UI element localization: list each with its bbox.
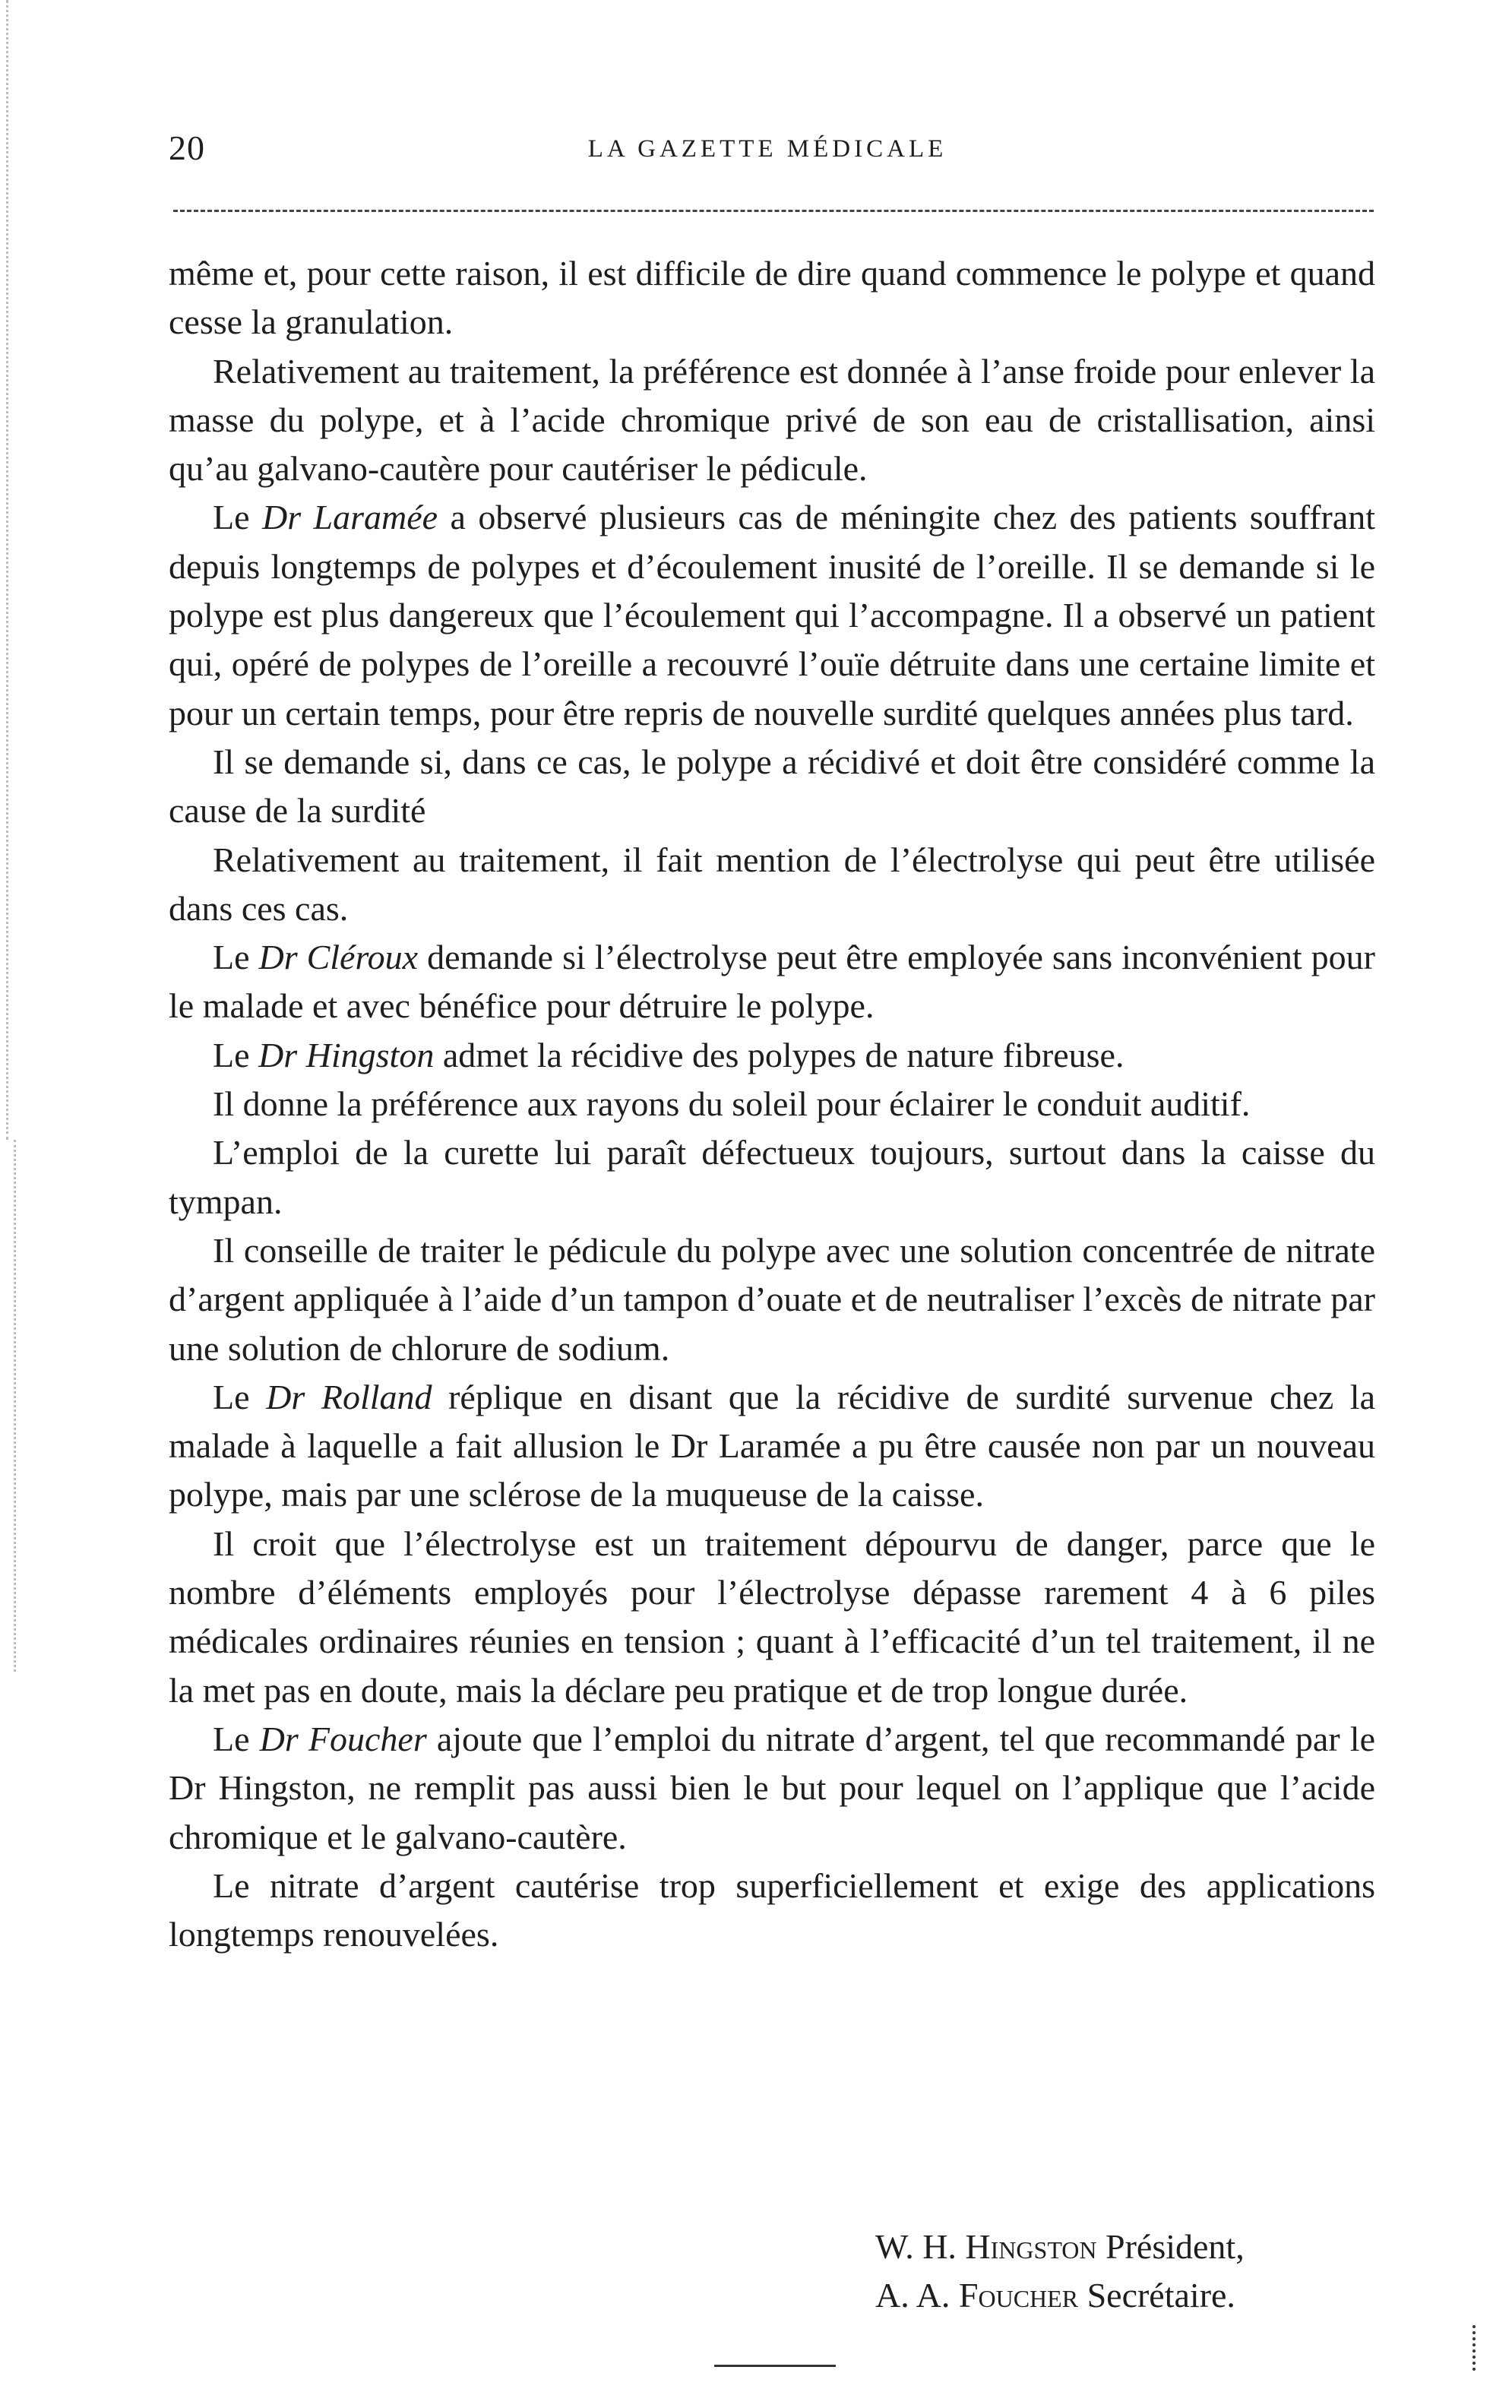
- text-run: ajoute que l’emploi du nitrate d’argent, tel que recommandé par le Dr Hingston, ne remplit pas aussi bien le but pour lequel on l’applique que l’acide chromique et le galvano-cautère.: [169, 1719, 1375, 1856]
- paragraph: [169, 933, 1375, 1031]
- text-run: Relativement au traitement, il fait mention de l’électrolyse qui peut être utilisée dans ces cas.: [169, 840, 1375, 928]
- text-run: Le: [213, 1719, 260, 1758]
- paragraph: [169, 347, 1375, 494]
- page-number: 20: [169, 128, 205, 167]
- secretary-name: Foucher: [958, 2276, 1079, 2315]
- paragraph: [169, 1520, 1375, 1715]
- speaker-name: Dr Laramée: [261, 498, 438, 537]
- secretary-initials: A. A.: [875, 2276, 959, 2315]
- text-run: Il se demande si, dans ce cas, le polype a récidivé et doit être considéré comme la cause de la surdité: [169, 742, 1375, 831]
- scan-margin-artifact-lower: [14, 1140, 46, 1672]
- text-run: Relativement au traitement, la préférence est donnée à l’anse froide pour enlever la masse du polype, et à l’acide chromique privé de son eau de cristallisation, ainsi qu’au galvano-cautère pour cautériser le pédicule.: [169, 351, 1375, 489]
- speaker-name: Dr Foucher: [259, 1719, 427, 1758]
- paragraph: [169, 1226, 1375, 1373]
- signature-block: [875, 2223, 1245, 2320]
- text-run: réplique en disant que la récidive de surdité survenue chez la malade à laquelle a fait allusion le Dr Laramée a pu être causée non par un nouveau polype, mais par une sclérose de la muqueuse de la caisse.: [169, 1377, 1376, 1514]
- text-run: même et, pour cette raison, il est difficile de dire quand commence le polype et quand cesse la granulation.: [169, 254, 1375, 342]
- text-run: Le: [213, 1035, 259, 1074]
- paragraph: [169, 836, 1375, 934]
- president-name: Hingston: [965, 2227, 1097, 2266]
- article-body: [169, 249, 1375, 1959]
- text-run: Le: [213, 938, 259, 977]
- text-run: admet la récidive des polypes de nature fibreuse.: [434, 1035, 1125, 1074]
- text-run: Le: [213, 1377, 267, 1416]
- paragraph: [169, 738, 1375, 836]
- text-run: L’emploi de la curette lui paraît défectueux toujours, surtout dans la caisse du tympan.: [169, 1133, 1375, 1221]
- end-rule: [714, 2365, 836, 2367]
- scan-edge-artifact: [1472, 2325, 1488, 2371]
- header-rule: [173, 210, 1374, 212]
- paragraph: [169, 1373, 1375, 1520]
- paragraph: [169, 1031, 1375, 1080]
- speaker-name: Dr Rolland: [266, 1377, 432, 1416]
- paragraph: [169, 1080, 1375, 1128]
- text-run: Il conseille de traiter le pédicule du polype avec une solution concentrée de nitrate d’argent appliquée à l’aide d’un tampon d’ouate et de neutraliser l’excès de nitrate par une solution de chlorure de sodium.: [169, 1230, 1375, 1368]
- secretary-title: Secrétaire.: [1078, 2276, 1235, 2315]
- paragraph: [169, 1862, 1375, 1960]
- president-initials: W. H.: [875, 2227, 966, 2266]
- scan-margin-artifact: [6, 0, 39, 1140]
- paragraph: [169, 1128, 1375, 1226]
- paragraph: [169, 249, 1375, 347]
- text-run: Le nitrate d’argent cautérise trop superficiellement et exige des applications longtemps renouvelées.: [169, 1865, 1375, 1954]
- text-run: a observé plusieurs cas de méningite chez des patients souffrant depuis longtemps de polypes et d’écoulement inusité de l’oreille. Il se demande si le polype est plus dangereux que l’écoulement qui l’accompagne. Il a observé un patient qui, opéré de polypes de l’oreille a recouvré l’ouïe détruite dans une certaine limite et pour un certain temps, pour être repris de nouvelle surdité quelques années plus tard.: [169, 498, 1376, 733]
- running-title: LA GAZETTE MÉDICALE: [587, 135, 947, 163]
- text-run: Il donne la préférence aux rayons du soleil pour éclairer le conduit auditif.: [213, 1084, 1251, 1124]
- signature-secretary: [875, 2271, 1245, 2320]
- text-run: demande si l’électrolyse peut être employée sans inconvénient pour le malade et avec bénéfice pour détruire le polype.: [169, 938, 1375, 1026]
- signature-president: [875, 2223, 1245, 2271]
- speaker-name: Dr Cléroux: [258, 938, 419, 977]
- text-run: Il croit que l’électrolyse est un traitement dépourvu de danger, parce que le nombre d’éléments employés pour l’électrolyse dépasse rarement 4 à 6 piles médicales ordinaires réunies en tension ; quant à l’efficacité d’un tel traitement, il ne la met pas en doute, mais la déclare peu pratique et de trop longue durée.: [169, 1524, 1375, 1710]
- speaker-name: Dr Hingston: [258, 1035, 435, 1074]
- president-title: Président,: [1096, 2227, 1245, 2266]
- paragraph: [169, 493, 1375, 737]
- text-run: Le: [213, 498, 262, 537]
- paragraph: [169, 1715, 1375, 1862]
